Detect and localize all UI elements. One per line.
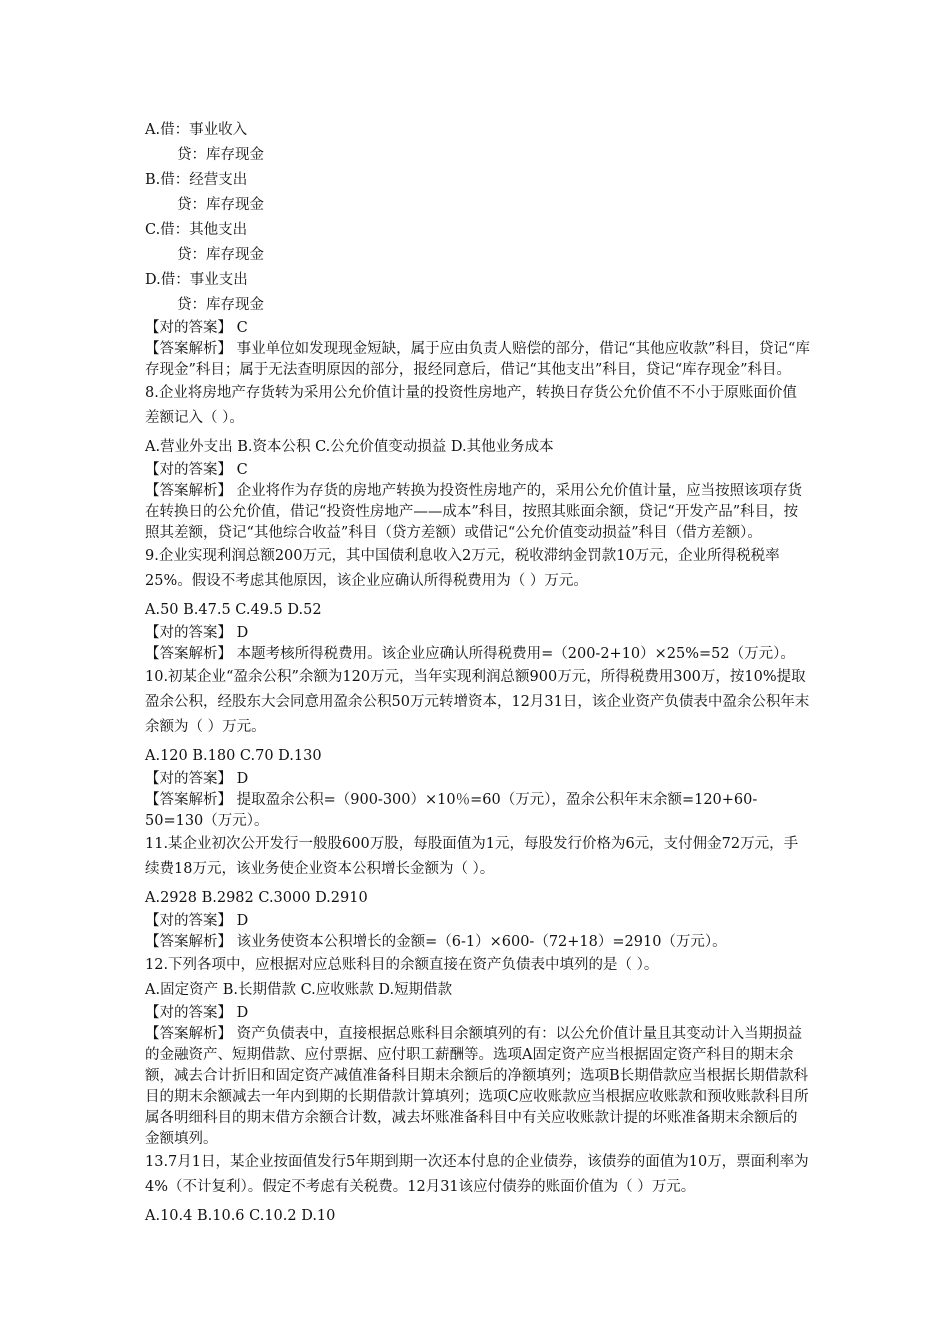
text-line: 贷：库存现金 <box>177 247 264 263</box>
text-line: 【答案解析】 资产负债表中，直接根据总账科目余额填列的有：以公允价值计量且其变动计入当期损益的金融资产、短期借款、应付票据、应付职工薪酬等。选项A固定资产应当根据固定资产科目的期末余额，减去合计折旧和固定资产减值准备科目期末余额后的净额填列；选项B长期借款应当根据长期借款科目的期末余额减去一年内到期的长期借款计算填列；选项C应收账款应当根据应收账款和预收账款科目所属各明细科目的期末借方余额合计数，减去坏账准备科目中有关应收账款计提的坏账准备期末余额后的金额填列。 <box>145 1026 809 1147</box>
text-line: 【答案解析】 该业务使资本公积增长的金额=（6-1）×600-（72+18）=2910（万元）。 <box>145 934 727 950</box>
text-line: 【对的答案】 D <box>145 771 249 787</box>
text-line: A.50 B.47.5 C.49.5 D.52 <box>145 602 322 618</box>
text-line: 【对的答案】 C <box>145 462 248 478</box>
text-line: 【对的答案】 D <box>145 625 249 641</box>
text-line: 12.下列各项中，应根据对应总账科目的余额直接在资产负债表中填列的是（ ）。 <box>145 957 659 973</box>
text-line: 【答案解析】 本题考核所得税费用。该企业应确认所得税费用=（200-2+10）×25%=52（万元）。 <box>145 646 795 662</box>
text-line: 贷：库存现金 <box>177 147 264 163</box>
text-line: 9.企业实现利润总额200万元，其中国债利息收入2万元，税收滞纳金罚款10万元，企业所得税税率25%。假设不考虑其他原因，该企业应确认所得税费用为（ ）万元。 <box>145 548 780 589</box>
text-line: A.借：事业收入 <box>145 122 248 138</box>
text-line: A.营业外支出 B.资本公积 C.公允价值变动损益 D.其他业务成本 <box>145 439 554 455</box>
document-page <box>145 118 810 1229</box>
text-line: 贷：库存现金 <box>177 297 264 313</box>
text-line: B.借：经营支出 <box>145 172 248 188</box>
text-line: 13.7月1日，某企业按面值发行5年期到期一次还本付息的企业债券，该债券的面值为10万，票面利率为4%（不计复利）。假定不考虑有关税费。12月31该应付债券的账面价值为（ ）万元。 <box>145 1154 809 1195</box>
text-line: A.10.4 B.10.6 C.10.2 D.10 <box>145 1208 336 1224</box>
text-line: C.借：其他支出 <box>145 222 248 238</box>
text-line: 【答案解析】 事业单位如发现现金短缺，属于应由负责人赔偿的部分，借记“其他应收款”科目，贷记“库存现金”科目；属于无法查明原因的部分，报经同意后，借记“其他支出”科目，贷记“库存现金”科目。 <box>145 341 810 378</box>
text-line: 8.企业将房地产存货转为采用公允价值计量的投资性房地产，转换日存货公允价值不不小于原账面价值差额记入（ ）。 <box>145 385 797 426</box>
text-line: A.固定资产 B.长期借款 C.应收账款 D.短期借款 <box>145 982 453 998</box>
text-line: 【对的答案】 D <box>145 1005 249 1021</box>
text-line: 11.某企业初次公开发行一般股600万股，每股面值为1元，每股发行价格为6元，支付佣金72万元，手续费18万元，该业务使企业资本公积增长金额为（ ）。 <box>145 836 799 877</box>
text-line: 【对的答案】 D <box>145 913 249 929</box>
text-line: D.借：事业支出 <box>145 272 248 288</box>
text-line: 【对的答案】 C <box>145 320 248 336</box>
text-line: A.2928 B.2982 C.3000 D.2910 <box>145 890 368 906</box>
text-line: 贷：库存现金 <box>177 197 264 213</box>
text-line: 【答案解析】 提取盈余公积=（900-300）×10％=60（万元），盈余公积年末余额=120+60-50=130（万元）。 <box>145 792 758 829</box>
text-line: A.120 B.180 C.70 D.130 <box>145 748 322 764</box>
text-line: 【答案解析】 企业将作为存货的房地产转换为投资性房地产的，采用公允价值计量，应当按照该项存货在转换日的公允价值，借记“投资性房地产——成本”科目，按照其账面余额，贷记“开发产品”科目，按照其差额，贷记“其他综合收益”科目（贷方差额）或借记“公允价值变动损益”科目（借方差额）。 <box>145 483 803 541</box>
text-line: 10.初某企业“盈余公积”余额为120万元，当年实现利润总额900万元，所得税费用300万，按10%提取盈余公积，经股东大会同意用盈余公积50万元转增资本，12月31日，该企业资产负债表中盈余公积年末余额为（ ）万元。 <box>145 669 810 735</box>
